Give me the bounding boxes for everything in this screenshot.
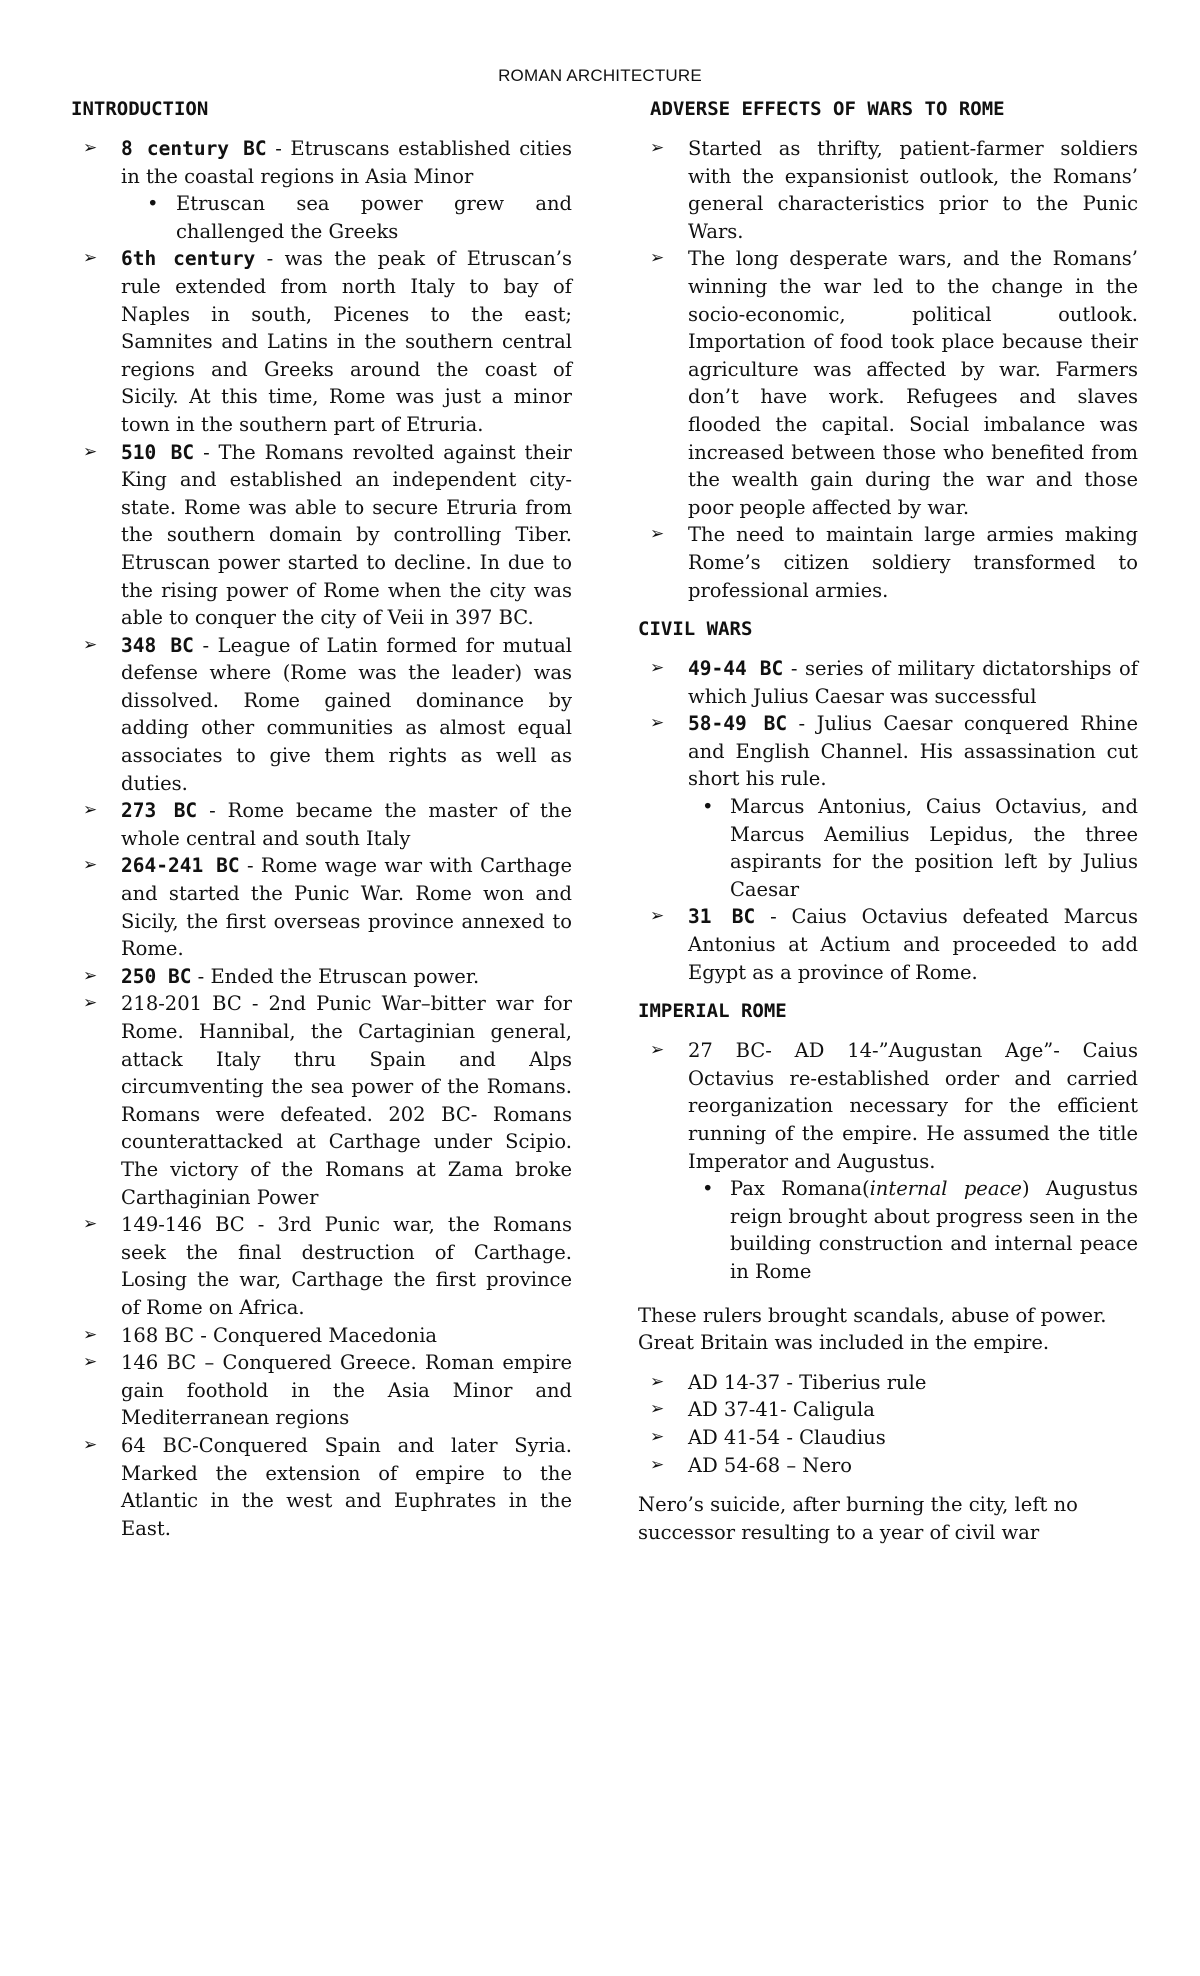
item-text: 64 BC-Conquered Spain and later Syria. Marked the extension of empire to the Atlantic in the west and Euphrates in the East. [121,1433,572,1540]
item-text: - Rome became the master of the whole central and south Italy [121,799,572,850]
list-item: ➢ The need to maintain large armies making Rome’s citizen soldiery transformed to professional armies. [638,521,1138,604]
imperial-rome-list [638,1037,1138,1285]
item-date: 250 BC [121,964,192,988]
imperial-rome-heading: IMPERIAL ROME [638,1000,787,1023]
list-item [71,852,572,962]
left-column [71,96,572,1542]
item-text: - League of Latin formed for mutual defense where (Rome was the leader) was dissolved. Rome gained dominance by adding other communities as almost equal associates to give them rights as well as duties. [121,633,572,795]
list-item [71,632,572,798]
list-item: ➢ AD 54-68 – Nero [638,1452,1138,1480]
paragraph-nero: Nero’s suicide, after burning the city, left no successor resulting to a year of civil war [638,1493,1078,1544]
list-item [71,439,572,632]
list-item [71,1211,572,1321]
item-text: - Ended the Etruscan power. [191,964,480,988]
item-date: 264-241 BC [121,854,240,878]
item-text: - Julius Caesar conquered Rhine and English Channel. His assassination cut short his rule. [688,712,1138,791]
right-column [638,96,1138,1546]
list-item: ➢ AD 14-37 - Tiberius rule [638,1369,1138,1397]
list-item [71,1322,572,1350]
list-item [638,655,1138,710]
item-text: - series of military dictatorships of which Julius Caesar was successful [688,657,1139,708]
list-item: ➢ AD 41-54 - Claudius [638,1424,1138,1452]
introduction-list [71,135,572,1542]
list-item: ➢ The long desperate wars, and the Romans’ winning the war led to the change in the socio-economic, political outlook. Importation of food took place because their agriculture was affected by war. Farmers don’t have work. Refugees and slaves flooded the capital. Social imbalance was increased between those who benefited from the wealth gain during the war and those poor people affected by war. [638,245,1138,521]
item-text: 168 BC - Conquered Macedonia [121,1323,438,1347]
sub-list-item [688,1175,1138,1285]
list-item [638,903,1138,986]
list-item [71,1432,572,1542]
paragraph-rulers-intro: These rulers brought scandals, abuse of power. Great Britain was included in the empire. [638,1303,1107,1355]
item-date: 31 BC [688,905,756,929]
item-text: - Rome wage war with Carthage and started the Punic War. Rome won and Sicily, the first overseas province annexed to Rome. [121,854,573,961]
sub-list-item: • Marcus Antonius, Caius Octavius, and Marcus Aemilius Lepidus, the three aspirants for the position left by Julius Caesar [688,793,1138,903]
list-item [71,990,572,1211]
list-item [638,1037,1138,1285]
list-item: ➢ Started as thrifty, patient-farmer soldiers with the expansionist outlook, the Romans’ general characteristics prior to the Punic Wars. [638,135,1138,245]
list-item [71,1349,572,1432]
sub-list [121,190,572,245]
item-date: 49-44 BC [688,657,784,681]
civil-wars-list [638,655,1138,986]
civil-wars-heading: CIVIL WARS [638,618,753,641]
item-text: 218-201 BC - 2nd Punic War–bitter war for Rome. Hannibal, the Cartaginian general, attack Italy thru Spain and Alps circumventing the sea power of the Romans. Romans were defeated. 202 BC- Romans counterattacked at Carthage under Scipio. The victory of the Romans at Zama broke Carthaginian Power [121,992,572,1209]
item-date: 58-49 BC [688,712,788,736]
sub-list [688,793,1138,903]
pax-romana-rest: ) Augustus reign brought about progress seen in the building construction and internal peace in Rome [730,1177,1138,1283]
item-date: 8 century BC [121,137,267,160]
rulers-list [638,1369,1138,1479]
item-text: - Caius Octavius defeated Marcus Antonius at Actium and proceeded to add Egypt as a province of Rome. [688,905,1138,984]
item-date: 273 BC [121,799,198,823]
pax-romana-text: Pax Romana( [730,1177,870,1201]
item-text: - The Romans revolted against their King and established an independent city-state. Rome was able to secure Etruria from the southern domain by controlling Tiber. Etruscan power started to decline. In due to the rising power of Rome when the city was able to conquer the city of Veii in 397 BC. [121,440,572,630]
item-text: - was the peak of Etruscan’s rule extended from north Italy to bay of Naples in south, Picenes to the east; Samnites and Latins in the southern central regions and Greeks around the coast of Sicily. At this time, Rome was just a minor town in the southern part of Etruria. [121,247,573,436]
list-item [71,245,572,438]
adverse-effects-heading: ADVERSE EFFECTS OF WARS TO ROME [650,98,1005,120]
adverse-effects-list [638,135,1138,604]
list-item: ➢ AD 37-41- Caligula [638,1396,1138,1424]
item-date: 510 BC [121,440,195,464]
item-date: 348 BC [121,633,194,657]
introduction-heading: INTRODUCTION [71,98,209,120]
item-text: 27 BC- AD 14-”Augustan Age”- Caius Octavius re-established order and carried reorganization necessary for the efficient running of the empire. He assumed the title Imperator and Augustus. [688,1039,1138,1173]
list-item [71,135,572,245]
item-text: 146 BC – Conquered Greece. Roman empire gain foothold in the Asia Minor and Mediterranean regions [121,1351,572,1430]
document-title: ROMAN ARCHITECTURE [498,66,702,85]
list-item [638,710,1138,903]
item-text: - Etruscans established cities in the coastal regions in Asia Minor [121,137,572,188]
item-date: 6th century [121,247,256,271]
sub-list [688,1175,1138,1285]
pax-romana-italic: internal peace [869,1177,1022,1201]
list-item [71,797,572,852]
item-text: 149-146 BC - 3rd Punic war, the Romans seek the final destruction of Carthage. Losing the war, Carthage the first province of Rome on Africa. [121,1213,572,1319]
sub-list-item: • Etruscan sea power grew and challenged the Greeks [121,190,572,245]
list-item [71,963,572,991]
